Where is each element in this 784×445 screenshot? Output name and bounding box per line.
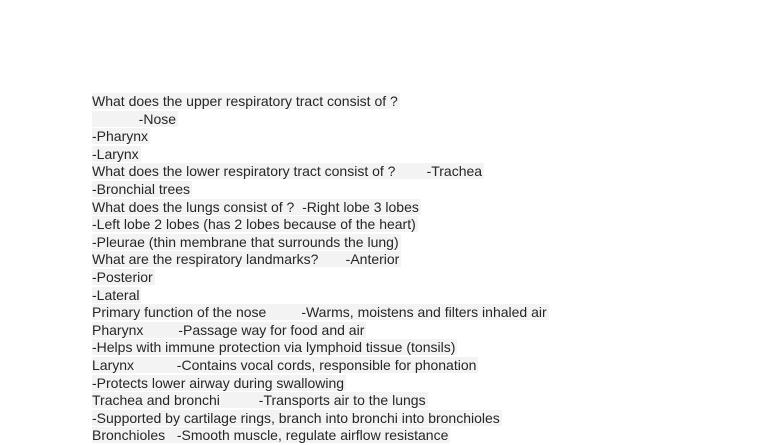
function-cartilage: -Supported by cartilage rings, branch into bronchi into bronchioles	[92, 409, 500, 426]
answer-pharynx: -Pharynx	[92, 128, 149, 145]
text-line	[92, 304, 784, 322]
text-line	[92, 199, 784, 217]
text-line	[92, 392, 784, 410]
answer-bronchial-trees: -Bronchial trees	[92, 180, 191, 197]
text-line	[92, 216, 784, 234]
text-line	[92, 427, 784, 445]
text-line	[92, 128, 784, 146]
text-line	[92, 251, 784, 269]
function-pharynx: Pharynx -Passage way for food and air	[92, 321, 365, 338]
question-upper-tract: What does the upper respiratory tract consist of ?	[92, 93, 398, 109]
function-nose: Primary function of the nose -Warms, moistens and filters inhaled air	[92, 304, 547, 321]
answer-posterior: -Posterior	[92, 268, 153, 285]
function-pharynx-immune: -Helps with immune protection via lymphoid tissue (tonsils)	[92, 339, 456, 356]
text-line	[92, 357, 784, 375]
answer-larynx: -Larynx	[92, 145, 139, 162]
answer-left-lobe: -Left lobe 2 lobes (has 2 lobes because of the heart)	[92, 216, 416, 233]
text-line	[92, 163, 784, 181]
text-line	[92, 269, 784, 287]
answer-lateral: -Lateral	[92, 286, 140, 303]
text-line	[92, 339, 784, 357]
answer-nose: -Nose	[92, 110, 177, 127]
function-trachea-bronchi: Trachea and bronchi -Transports air to the lungs	[92, 392, 426, 409]
function-larynx-protect: -Protects lower airway during swallowing	[92, 374, 345, 391]
text-line	[92, 93, 784, 111]
text-line	[92, 287, 784, 305]
text-line	[92, 375, 784, 393]
question-lower-tract: What does the lower respiratory tract consist of ? -Trachea	[92, 163, 483, 180]
text-line	[92, 146, 784, 164]
function-larynx: Larynx -Contains vocal cords, responsible for phonation	[92, 356, 477, 373]
document-body	[92, 93, 784, 445]
question-lungs: What does the lungs consist of ? -Right lobe 3 lobes	[92, 198, 419, 215]
text-line	[92, 322, 784, 340]
text-line	[92, 181, 784, 199]
answer-pleurae: -Pleurae (thin membrane that surrounds the lung)	[92, 233, 399, 250]
text-line	[92, 111, 784, 129]
text-line	[92, 234, 784, 252]
text-line	[92, 410, 784, 428]
function-bronchioles: Bronchioles -Smooth muscle, regulate airflow resistance	[92, 427, 449, 444]
question-landmarks: What are the respiratory landmarks? -Anterior	[92, 251, 400, 268]
